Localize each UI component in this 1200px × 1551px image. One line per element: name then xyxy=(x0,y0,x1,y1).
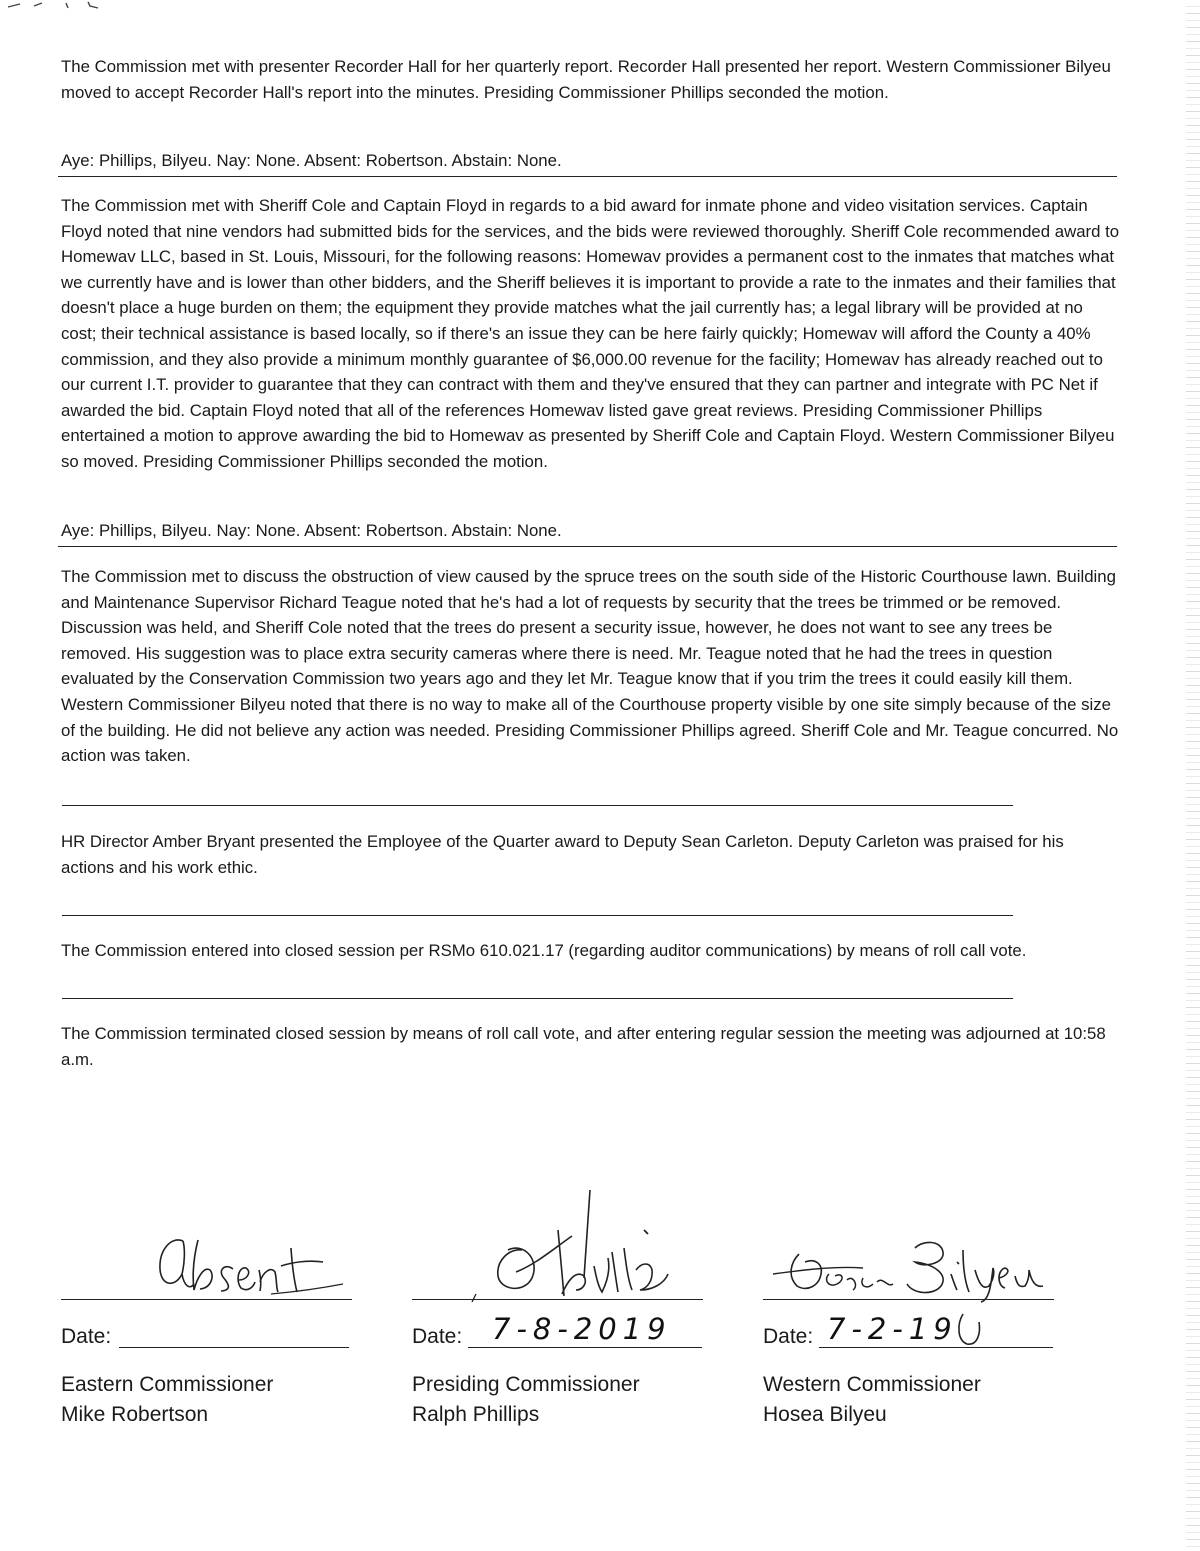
signer-title: Western Commissioner xyxy=(763,1373,981,1396)
signature-absent-handwriting xyxy=(61,1190,361,1300)
section-divider xyxy=(58,176,1117,177)
date-label: Date: xyxy=(763,1325,814,1348)
paragraph-spruce-trees: The Commission met to discuss the obstruction of view caused by the spruce trees on the south side of the Historic Courthouse lawn. Building and Maintenance Supervisor Richard Teague noted that he's had a lot of requests by security that the trees be trimmed or be removed. Discussion was held, and Sheriff Cole noted that the trees do present a security issue, however, he does not want to see any trees be removed. His suggestion was to place extra security cameras where there is need. Mr. Teague noted that he had the trees in question evaluated by the Conservation Commission two years ago and they let Mr. Teague know that if you trim the trees it could easily kill them. Western Commissioner Bilyeu noted that there is no way to make all of the Courthouse property visible by one site simply because of the size of the building. He did not believe any action was needed. Presiding Commissioner Phillips agreed. Sheriff Cole and Mr. Teague concurred. No action was taken. xyxy=(61,567,1119,766)
date-line xyxy=(819,1347,1053,1348)
date-line xyxy=(468,1347,702,1348)
paragraph-recorder-report: The Commission met with presenter Recorder Hall for her quarterly report. Recorder Hall presented her report. Western Commissioner Bilyeu moved to accept Recorder Hall's report into the minutes. Presiding Commissioner Phillips seconded the motion. xyxy=(61,57,1111,102)
signer-title: Eastern Commissioner xyxy=(61,1373,274,1396)
signature-phillips-handwriting xyxy=(412,1190,712,1300)
signature-bilyeu-handwriting xyxy=(763,1190,1063,1300)
paragraph-employee-award: HR Director Amber Bryant presented the Employee of the Quarter award to Deputy Sean Carleton. Deputy Carleton was praised for his actions and his work ethic. xyxy=(61,832,1064,877)
handwritten-date: 7-2-19 xyxy=(827,1312,958,1346)
signature-block-western xyxy=(763,1190,1063,1430)
section-divider xyxy=(62,805,1013,806)
signer-title: Presiding Commissioner xyxy=(412,1373,640,1396)
signer-name: Ralph Phillips xyxy=(412,1403,540,1426)
signature-line xyxy=(763,1299,1054,1300)
section-divider xyxy=(62,915,1013,916)
date-line xyxy=(119,1347,349,1348)
paragraph-closed-session: The Commission entered into closed session per RSMo 610.021.17 (regarding auditor communications) by means of roll call vote. xyxy=(61,941,1027,960)
signature-block-eastern xyxy=(61,1190,361,1430)
date-label: Date: xyxy=(412,1325,463,1348)
signer-name: Mike Robertson xyxy=(61,1403,209,1426)
signature-line xyxy=(412,1299,703,1300)
paragraph-adjournment: The Commission terminated closed session by means of roll call vote, and after entering regular session the meeting was adjourned at 10:58 a.m. xyxy=(61,1024,1106,1069)
signer-name: Hosea Bilyeu xyxy=(763,1403,887,1426)
signature-line xyxy=(61,1299,352,1300)
section-divider xyxy=(62,998,1013,999)
paragraph-bid-award: The Commission met with Sheriff Cole and Captain Floyd in regards to a bid award for inmate phone and video visitation services. Captain Floyd noted that nine vendors had submitted bids for the services, and the bids were reviewed thoroughly. Sheriff Cole recommended award to Homewav LLC, based in St. Louis, Missouri, for the following reasons: Homewav provides a permanent cost to the inmates that matches what we currently have and is lower than other bidders, and the Sheriff believes it is important to provide a rate to the inmates and their families that doesn't place a huge burden on them; the equipment they provide matches what the jail currently has; a legal library will be provided at no cost; their technical assistance is based locally, so if there's an issue they can be here fairly quickly; Homewav will afford the County a 40% commission, and they also provide a minimum monthly guarantee of $6,000.00 revenue for the facility; Homewav has already reached out to our current I.T. provider to guarantee that they can contract with them and they've ensured that they can partner and integrate with PC Net if awarded the bid. Captain Floyd noted that all of the references Homewav listed gave great reviews. Presiding Commissioner Phillips entertained a motion to approve awarding the bid to Homewav as presented by Sheriff Cole and Captain Floyd. Western Commissioner Bilyeu so moved. Presiding Commissioner Phillips seconded the motion. xyxy=(61,196,1120,471)
scan-edge-noise xyxy=(1186,0,1200,1551)
scan-artifact-mark xyxy=(6,0,116,10)
date-label: Date: xyxy=(61,1325,112,1348)
vote-line-bid: Aye: Phillips, Bilyeu. Nay: None. Absent: Robertson. Abstain: None. xyxy=(61,521,562,540)
handwritten-date: 7-8-2019 xyxy=(492,1312,672,1346)
section-divider xyxy=(58,546,1117,547)
handwritten-mark xyxy=(955,1310,985,1350)
vote-line-recorder: Aye: Phillips, Bilyeu. Nay: None. Absent: Robertson. Abstain: None. xyxy=(61,151,562,170)
signature-block-presiding xyxy=(412,1190,712,1430)
